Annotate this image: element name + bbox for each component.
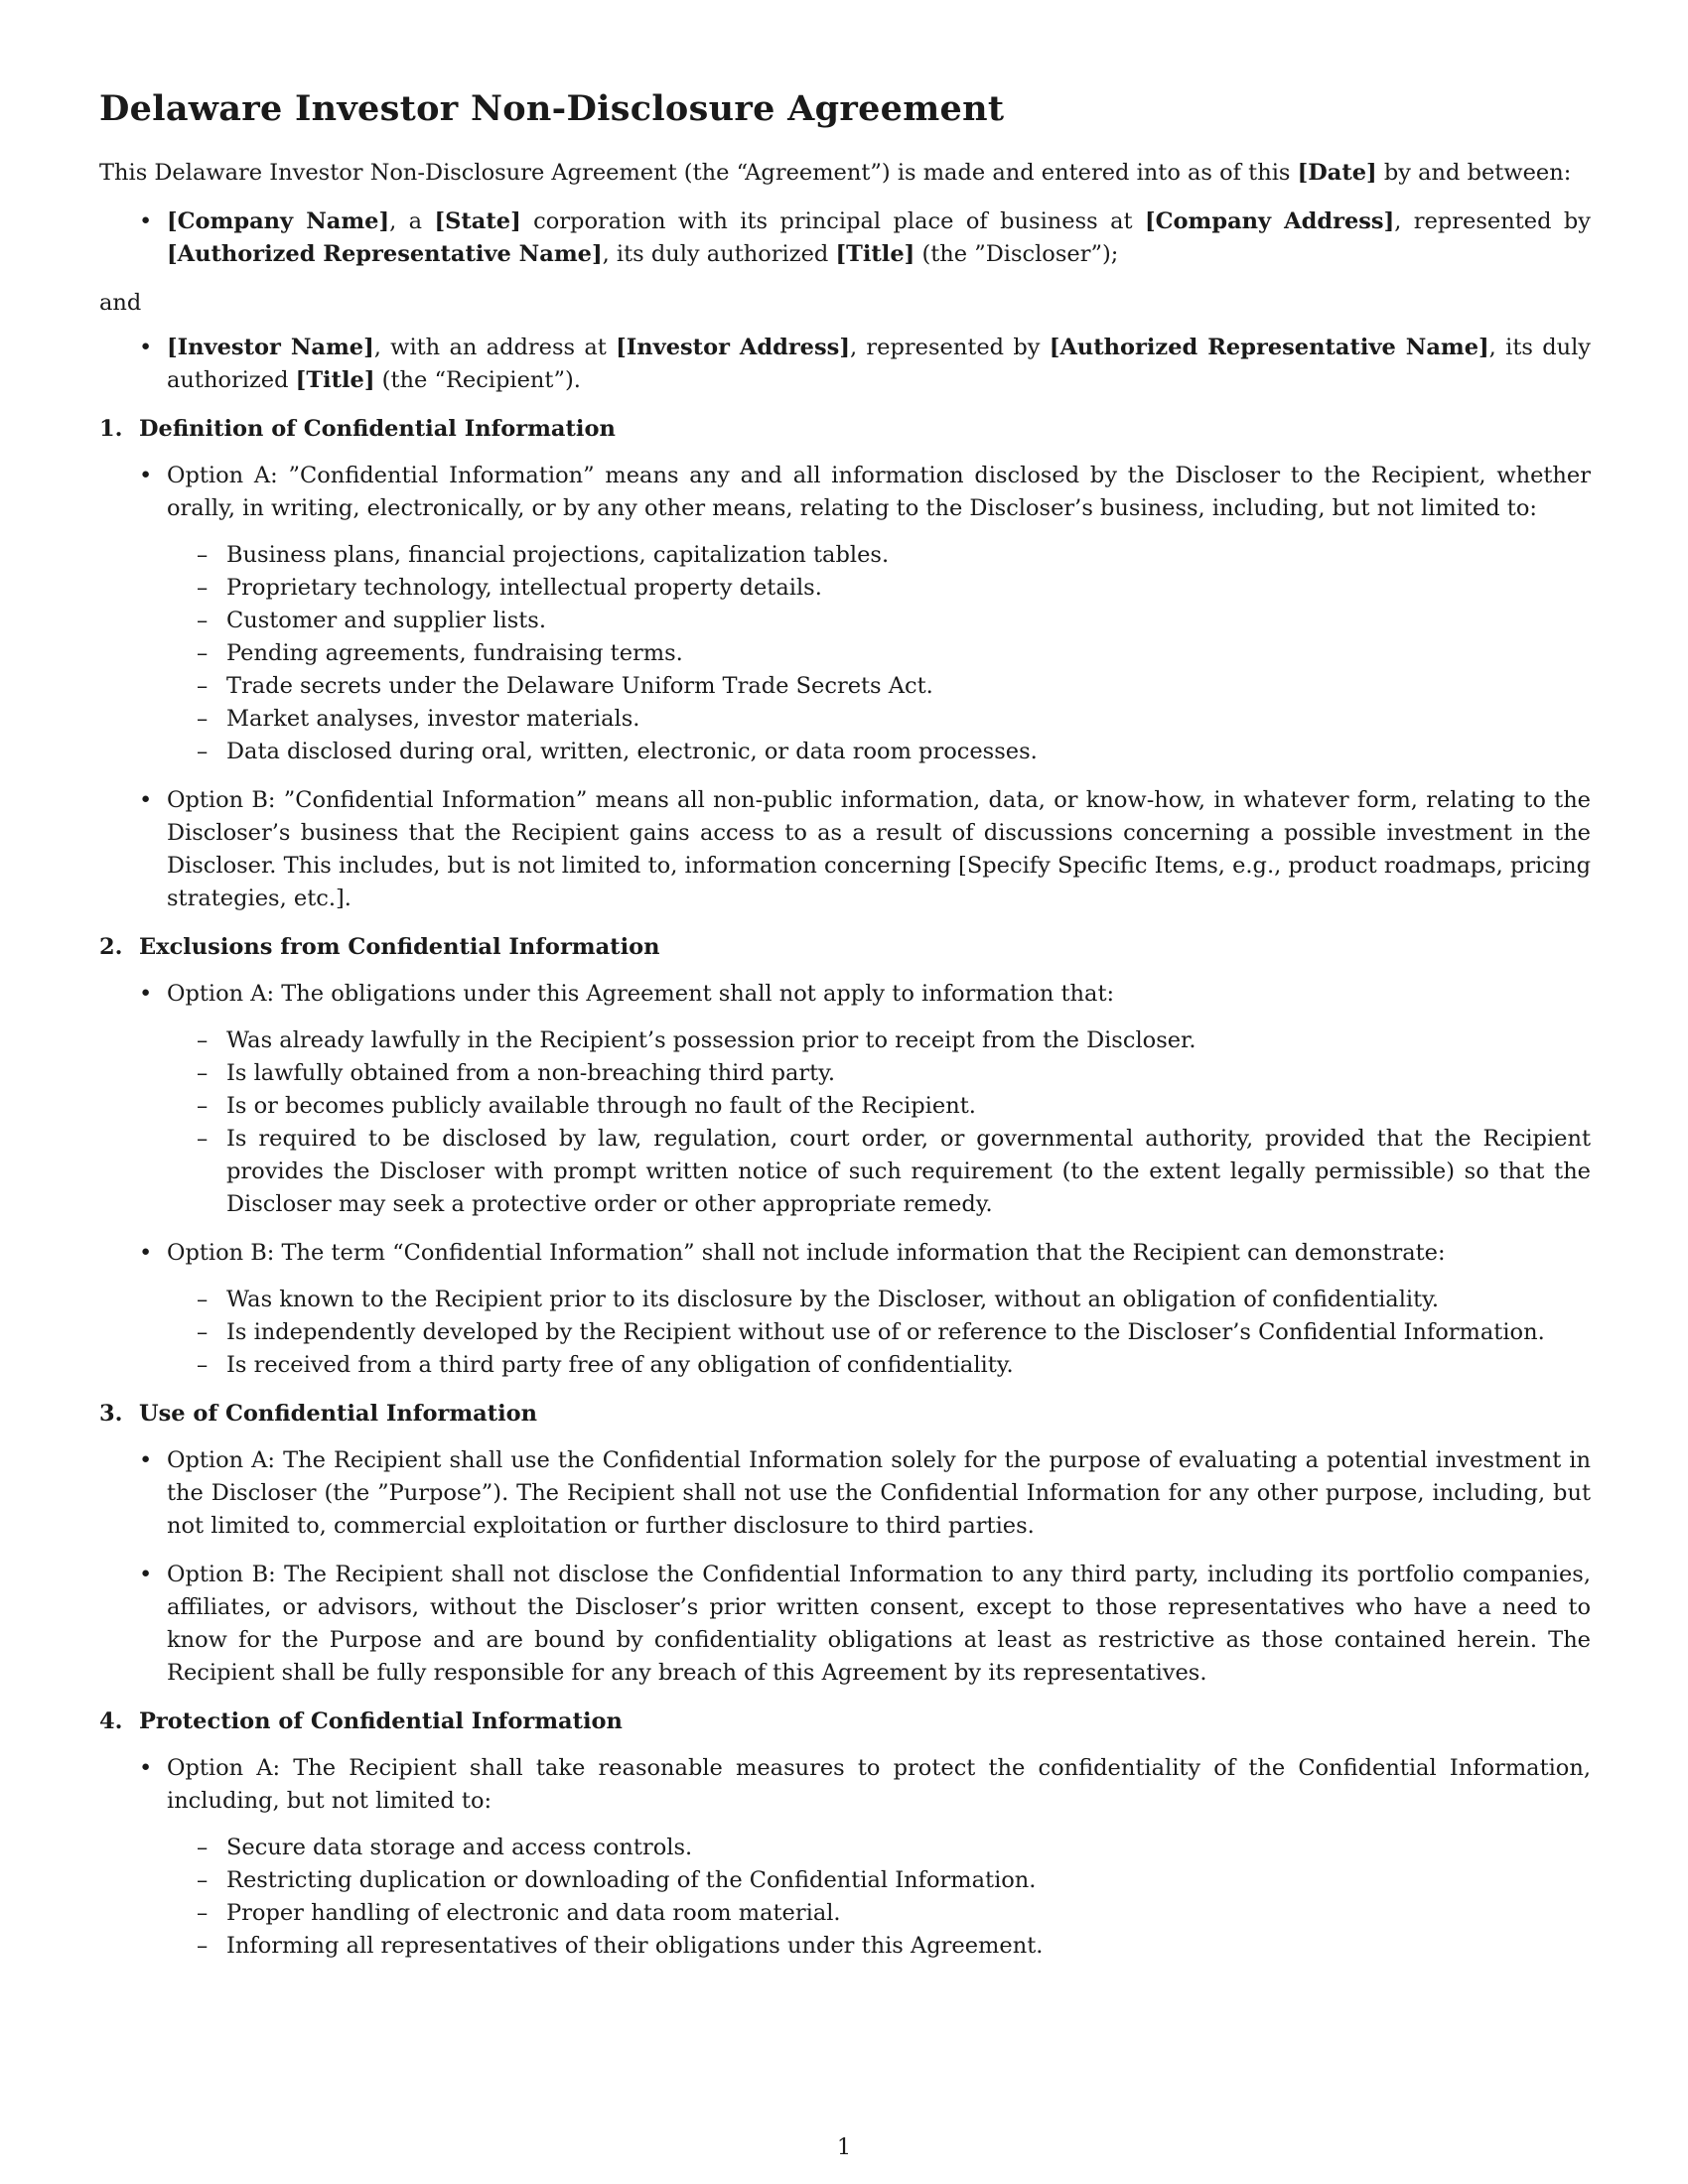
document-page [99, 87, 1591, 1979]
list-item: – Is independently developed by the Recipient without use of or reference to the Discloser’s Confidential Information. [226, 1316, 1591, 1349]
recipient-list [99, 332, 1591, 397]
list-item: – Was known to the Recipient prior to its disclosure by the Discloser, without an obligation of confidentiality. [226, 1284, 1591, 1316]
section-heading-1: 1. Definition of Confidential Information [99, 416, 616, 442]
list-item: – Is or becomes publicly available through no fault of the Recipient. [226, 1090, 1591, 1123]
section-heading-3: 3. Use of Confidential Information [99, 1401, 538, 1427]
list-item: – Is received from a third party free of any obligation of confidentiality. [226, 1349, 1591, 1382]
section-4-options [99, 1752, 1591, 1963]
list-item: – Data disclosed during oral, written, electronic, or data room processes. [226, 736, 1591, 768]
date-placeholder: [Date] [1297, 160, 1377, 186]
and-separator: and [99, 290, 142, 316]
section-1-option-a-items [167, 539, 1591, 768]
list-item: – Restricting duplication or downloading of the Confidential Information. [226, 1864, 1591, 1897]
section-2-option-b-items [167, 1284, 1591, 1382]
list-item: – Secure data storage and access controls. [226, 1832, 1591, 1864]
list-item: – Informing all representatives of their obligations under this Agreement. [226, 1930, 1591, 1963]
section-1-options [99, 460, 1591, 915]
list-item: – Is lawfully obtained from a non-breaching third party. [226, 1057, 1591, 1090]
discloser-party: • [Company Name], a [State] corporation with its principal place of business at [Company Address], represented by [Authorized Representative Name], its duly authorized [Title] (the ”Discloser”); [167, 205, 1591, 271]
section-3-option-a: • Option A: The Recipient shall use the Confidential Information solely for the purpose of evaluating a potential investment in the Discloser (the ”Purpose”). The Recipient shall not use the Confidential Information for any other purpose, including, but not limited to, commercial exploitation or further disclosure to third parties. [167, 1444, 1591, 1543]
section-2-option-b: • Option B: The term “Confidential Information” shall not include information that the Recipient can demonstrate: – Was known to the Recipient prior to its disclosure by the Discloser, without an obligation of confidentiality. – Is independently developed by the Recipient without use of or reference to the Discloser’s Confidential Information. – Is received from a third party free of any obligation of confidentiality. [167, 1237, 1591, 1382]
section-heading-4: 4. Protection of Confidential Information [99, 1708, 623, 1734]
list-item: – Is required to be disclosed by law, regulation, court order, or governmental authority, provided that the Recipient provides the Discloser with prompt written notice of such requirement (to the extent legally permissible) so that the Discloser may seek a protective order or other appropriate remedy. [226, 1123, 1591, 1221]
intro-paragraph: This Delaware Investor Non-Disclosure Agreement (the “Agreement”) is made and entered into as of this [Date] by and between: [99, 160, 1572, 186]
section-3-option-b: • Option B: The Recipient shall not disclose the Confidential Information to any third party, including its portfolio companies, affiliates, or advisors, without the Discloser’s prior written consent, except to those representatives who have a need to know for the Purpose and are bound by confidentiality obligations at least as restrictive as those contained herein. The Recipient shall be fully responsible for any breach of this Agreement by its representatives. [167, 1559, 1591, 1690]
document-title: Delaware Investor Non-Disclosure Agreement [99, 88, 1005, 129]
list-item: – Business plans, financial projections, capitalization tables. [226, 539, 1591, 572]
list-item: – Trade secrets under the Delaware Uniform Trade Secrets Act. [226, 670, 1591, 703]
recipient-party: • [Investor Name], with an address at [Investor Address], represented by [Authorized Representative Name], its duly authorized [Title] (the “Recipient”). [167, 332, 1591, 397]
list-item: – Market analyses, investor materials. [226, 703, 1591, 736]
section-4-option-a: • Option A: The Recipient shall take reasonable measures to protect the confidentiality of the Confidential Information, including, but not limited to: – Secure data storage and access controls. – Restricting duplication or downloading of the Confidential Information. – Proper handling of electronic and data room material. – Informing all representatives of their obligations under this Agreement. [167, 1752, 1591, 1963]
section-heading-2: 2. Exclusions from Confidential Information [99, 934, 660, 960]
section-2-options [99, 978, 1591, 1382]
discloser-list [99, 205, 1591, 271]
section-3-options [99, 1444, 1591, 1690]
section-1-option-a: • Option A: ”Confidential Information” means any and all information disclosed by the Discloser to the Recipient, whether orally, in writing, electronically, or by any other means, relating to the Discloser’s business, including, but not limited to: – Business plans, financial projections, capitalization tables. – Proprietary technology, intellectual property details. – Customer and supplier lists. – Pending agreements, fundraising terms. – Trade secrets under the Delaware Uniform Trade Secrets Act. – Market analyses, investor materials. – Data disclosed during oral, written, electronic, or data room processes. [167, 460, 1591, 768]
list-item: – Customer and supplier lists. [226, 605, 1591, 637]
list-item: – Proper handling of electronic and data room material. [226, 1897, 1591, 1930]
section-4-option-a-items [167, 1832, 1591, 1963]
page-number: 1 [836, 2134, 852, 2160]
section-2-option-a-items [167, 1024, 1591, 1221]
list-item: – Pending agreements, fundraising terms. [226, 637, 1591, 670]
list-item: – Proprietary technology, intellectual property details. [226, 572, 1591, 605]
list-item: – Was already lawfully in the Recipient’s possession prior to receipt from the Discloser. [226, 1024, 1591, 1057]
section-1-option-b: • Option B: ”Confidential Information” means all non-public information, data, or know-how, in whatever form, relating to the Discloser’s business that the Recipient gains access to as a result of discussions concerning a possible investment in the Discloser. This includes, but is not limited to, information concerning [Specify Specific Items, e.g., product roadmaps, pricing strategies, etc.]. [167, 784, 1591, 915]
section-2-option-a: • Option A: The obligations under this Agreement shall not apply to information that: – Was already lawfully in the Recipient’s possession prior to receipt from the Discloser. – Is lawfully obtained from a non-breaching third party. – Is or becomes publicly available through no fault of the Recipient. – Is required to be disclosed by law, regulation, court order, or governmental authority, provided that the Recipient provides the Discloser with prompt written notice of such requirement (to the extent legally permissible) so that the Discloser may seek a protective order or other appropriate remedy. [167, 978, 1591, 1221]
